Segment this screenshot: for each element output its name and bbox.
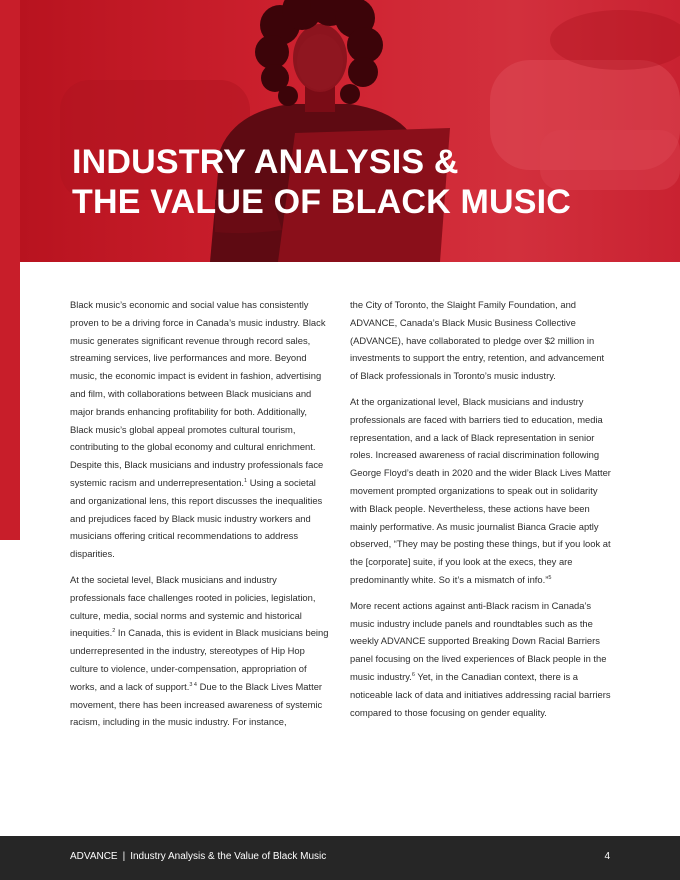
page-footer	[0, 836, 680, 880]
left-text-column	[70, 296, 332, 739]
footnote-ref: 3 4	[189, 681, 197, 688]
page-number: 4	[604, 851, 610, 862]
title-line-2: THE VALUE OF BLACK MUSIC	[72, 183, 572, 221]
text-run: Black music’s economic and social value has consistently proven to be a driving force in Canada’s music industry. Black music generates significant revenue through record sales, streaming services, live performances and more. Beyond music, the economic impact is evident in fashion, advertising and film, with collaborations between Black musicians and major brands enhancing profitability for both. Additionally, Black music’s global appeal promotes cultural tourism, contributing to the global economy and cultural enrichment. Despite this, Black musicians and industry professionals face systemic racism and underrepresentation.	[70, 299, 326, 488]
paragraph	[350, 296, 612, 385]
paragraph	[70, 296, 332, 563]
text-run: In Canada, this is evident in Black musicians being underrepresented in the industry, stereotypes of Hip Hop culture to violence, under-compensation, appropriation of works, and a lack of support.	[70, 627, 329, 692]
text-run: Using a societal and organizational lens, this report discusses the inequalities and prejudices faced by Black music industry workers and musicians offering critical recommendations to address disparities.	[70, 476, 323, 560]
red-accent-bar	[0, 0, 20, 540]
footnote-ref: 6	[411, 671, 415, 678]
text-run: More recent actions against anti-Black racism in Canada’s music industry include panels and roundtables such as the weekly ADVANCE supported Breaking Down Racial Barriers panel focusing on the lived experiences of Black people in the music industry.	[350, 599, 607, 682]
footer-running-title	[70, 851, 326, 862]
text-run: Due to the Black Lives Matter movement, there has been increased awareness of systemic racism, including in the music industry. For instance,	[70, 680, 323, 728]
footer-brand: ADVANCE	[70, 851, 118, 862]
footnote-ref: 5	[548, 574, 552, 581]
footer-doc-title: Industry Analysis & the Value of Black Music	[130, 851, 327, 862]
paragraph	[350, 597, 612, 722]
paragraph	[70, 571, 332, 731]
text-run: At the societal level, Black musicians and industry professionals face challenges rooted in policies, legislation, culture, media, social norms and systemic and historical inequities.	[70, 573, 316, 639]
hero-banner	[20, 0, 680, 262]
page-title	[72, 142, 571, 222]
title-line-1: INDUSTRY ANALYSIS &	[72, 143, 459, 181]
right-text-column	[350, 296, 612, 729]
footnote-ref: 2	[112, 628, 116, 635]
text-run: the City of Toronto, the Slaight Family Foundation, and ADVANCE, Canada’s Black Music Business Collective (ADVANCE), have collaborated to pledge over $2 million in investments to support the entry, retention, and advancement of Black professionals in Toronto’s music industry.	[350, 299, 605, 382]
text-run: At the organizational level, Black musicians and industry professionals are faced with barriers tied to education, media representation, and a lack of Black representation in senior roles. Increased awareness of racial discrimination following George Floyd’s death in 2020 and the wider Black Lives Matter movement prompted organizations to speak out in solidarity with Black people. Nevertheless, these actions have been mainly performative. As music journalist Bianca Gracie aptly observed, “They may be posting these things, but if you look at the [corporate] suite, if you look at the execs, they are predominantly white. So it’s a mismatch of info.”	[350, 395, 611, 585]
footnote-ref: 1	[244, 477, 248, 484]
paragraph	[350, 393, 612, 589]
footer-separator: |	[122, 851, 126, 862]
hero-photo-illustration	[20, 0, 680, 262]
text-run: Yet, in the Canadian context, there is a noticeable lack of data and initiatives addressing racial barriers compared to those focusing on gender equality.	[350, 670, 611, 718]
